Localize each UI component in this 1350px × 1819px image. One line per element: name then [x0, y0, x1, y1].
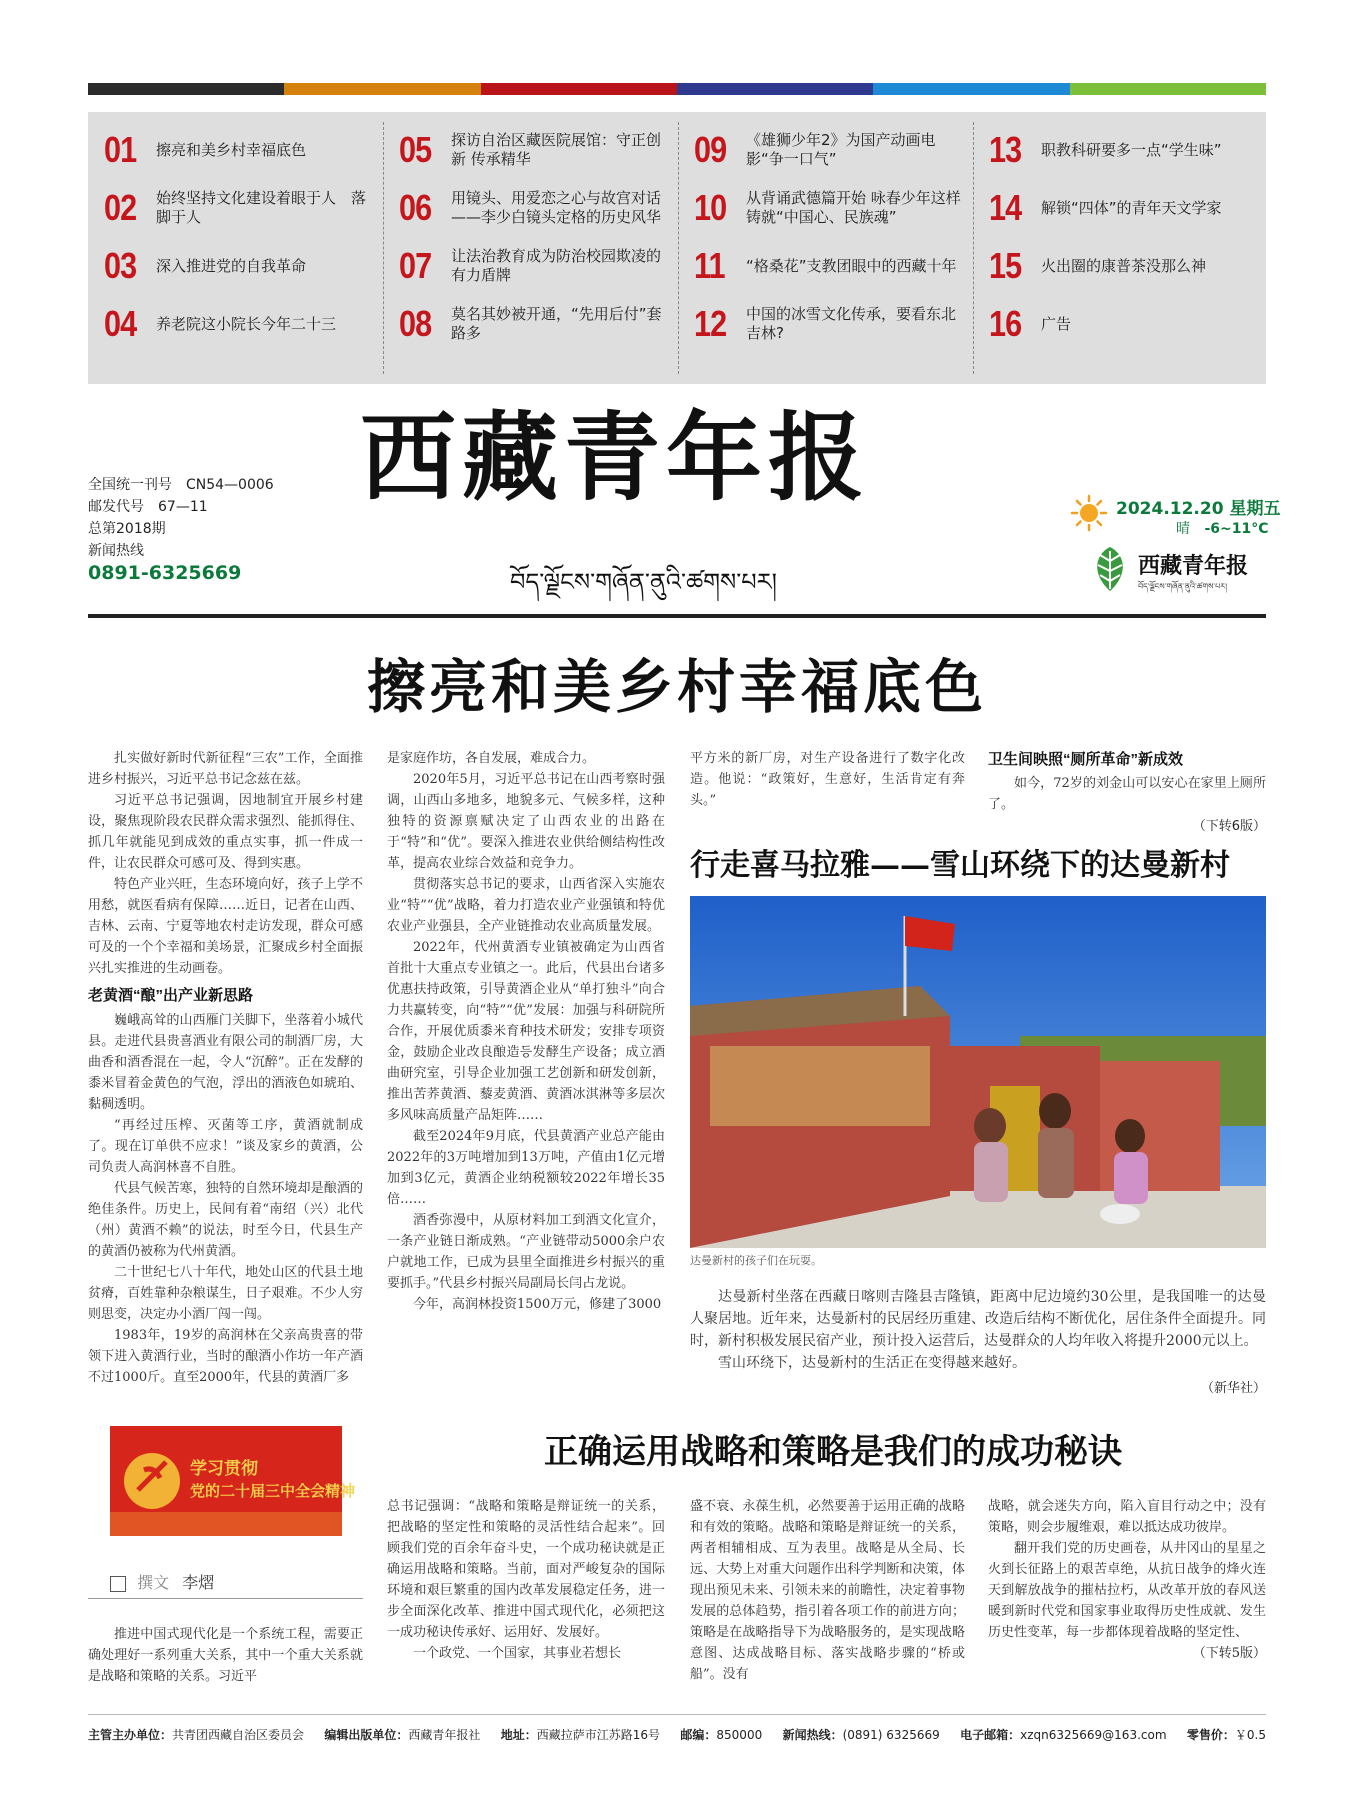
index-title: 深入推进党的自我革命: [156, 256, 307, 275]
strip-seg: [677, 83, 873, 95]
issue-date: 2024.12.20 星期五: [1116, 499, 1281, 519]
index-item-08[interactable]: [399, 298, 669, 350]
lead-headline: 擦亮和美乡村幸福底色: [366, 653, 987, 721]
footer-sponsor: 主管主办单位：共青团西藏自治区委员会: [88, 1728, 305, 1742]
index-item-11[interactable]: [694, 240, 964, 292]
paragraph: 贯彻落实总书记的要求，山西省深入实施农业“特”“优”战略，着力打造农业产业强镇和特优农业产业强县，全产业链推动农业高质量发展。: [387, 877, 665, 934]
index-title: 莫名其妙被开通，“先用后付”套路多: [451, 305, 662, 342]
color-strip: [88, 83, 1266, 95]
index-divider: [383, 122, 384, 374]
footer-publisher: 编辑出版单位：西藏青年报社: [324, 1728, 481, 1742]
paragraph: 盛不衰、永葆生机，必然要善于运用正确的战略和有效的策略。战略和策略是辩证统一的关系，两者相辅相成、互为表里。战略是从全局、长远、大势上对重大问题作出科学判断和决策，体现出预见未来、引领未来的前瞻性，决定着事物发展的总体趋势，指引着各项工作的前进方向；策略是在战略指导下为战略服务的，是实现战略意图、达成战略目标、落实战略步骤的“桥或船”。没有: [690, 1499, 965, 1682]
subheading: 卫生间映照“厕所革命”新成效: [988, 751, 1184, 768]
photo-story-text: [690, 1286, 1266, 1400]
newspaper-title: 西藏青年报: [360, 401, 870, 514]
photo-story-title: 行走喜马拉雅——雪山环绕下的达曼新村: [690, 848, 1230, 883]
index-divider: [973, 122, 974, 374]
issue-number: 总第2018期: [88, 521, 166, 537]
paragraph: 今年，高润林投资1500万元，修建了3000: [413, 1297, 662, 1312]
index-title: 广告: [1041, 314, 1072, 333]
index-title: 火出圈的康普茶没那么神: [1041, 256, 1207, 275]
divider: [88, 1598, 363, 1599]
continued-note: （下转5版）: [1192, 1646, 1266, 1661]
paragraph: 如今，72岁的刘金山可以安心在家里上厕所了。: [988, 776, 1266, 812]
lead-column-1: [88, 748, 363, 1388]
strip-seg: [284, 83, 480, 95]
index-number: 05: [399, 129, 432, 170]
index-number: 01: [104, 129, 137, 170]
footer-address: 地址：西藏拉萨市江苏路16号: [500, 1728, 661, 1742]
logo-subtext: བོད་ལྗོངས་གཞོན་ནུའི་ཚགས་པར།: [1138, 582, 1227, 591]
commentary-column-3: [690, 1496, 965, 1708]
index-number: 12: [694, 303, 727, 344]
commentary-column-2: [387, 1496, 665, 1708]
index-title: 擦亮和美乡村幸福底色: [156, 140, 307, 159]
paragraph: 一个政党、一个国家，其事业若想长: [413, 1646, 622, 1661]
index-item-16[interactable]: [989, 298, 1259, 350]
footer-email[interactable]: 电子邮箱：xzqn6325669@163.com: [960, 1728, 1167, 1742]
index-item-04[interactable]: [104, 298, 374, 350]
hotline-label: 新闻热线: [88, 543, 144, 559]
paragraph: 二十世纪七八十年代，地处山区的代县土地贫瘠，百姓靠种杂粮谋生，日子艰难。不少人穷则思变，决定办小酒厂闯一闯。: [88, 1265, 363, 1322]
index-item-13[interactable]: [989, 124, 1259, 176]
paragraph: 翻开我们党的历史画卷，从井冈山的星星之火到长征路上的艰苦卓绝，从抗日战争的烽火连天到解放战争的摧枯拉朽，从改革开放的春风送暖到新时代党和国家事业取得历史性成就、发生历史性变革，每一步都体现着战略的坚定性、: [988, 1541, 1266, 1640]
index-title: “格桑花”支教团眼中的西藏十年: [746, 256, 957, 275]
index-number: 08: [399, 303, 432, 344]
strip-seg: [88, 83, 284, 95]
strip-seg: [1070, 83, 1266, 95]
index-title: 《雄狮少年2》为国产动画电影“争一口气”: [746, 131, 936, 168]
index-number: 04: [104, 303, 137, 344]
index-number: 02: [104, 187, 137, 228]
pen-icon: [110, 1576, 126, 1592]
paragraph: 总书记强调：“战略和策略是辩证统一的关系，把战略的坚定性和策略的灵活性结合起来”。回顾我们党的百余年奋斗史，一个成功秘诀就是正确运用战略和策略。当前，面对严峻复杂的国际环境和艰巨繁重的国内改革发展稳定任务，进一步全面深化改革、推进中国式现代化，必须把这一成功秘诀传承好、运用好、发展好。: [387, 1499, 665, 1640]
index-title: 职教科研要多一点“学生味”: [1041, 140, 1222, 159]
paragraph: 代县气候苦寒，独特的自然环境却是酿酒的绝佳条件。历史上，民间有着“南绍（兴）北代（州）黄酒不赖”的说法，时至今日，代县生产的黄酒仍被称为代州黄酒。: [88, 1181, 363, 1259]
index-number: 14: [989, 187, 1022, 228]
index-item-09[interactable]: [694, 124, 964, 176]
paragraph: 平方米的新厂房，对生产设备进行了数字化改造。他说：“政策好，生意好，生活肯定有奔头。”: [690, 751, 965, 808]
paragraph: 达曼新村坐落在西藏日喀则吉隆县吉隆镇，距离中尼边境约30公里，是我国唯一的达曼人聚居地。近年来，达曼新村的民居经历重建、改造后结构不断优化，居住条件全面提升。同时，新村积极发展民宿产业，预计投入运营后，达曼群众的人均年收入将提升2000元以上。: [690, 1289, 1266, 1349]
index-item-01[interactable]: [104, 124, 374, 176]
study-banner: [110, 1426, 356, 1536]
paragraph: 截至2024年9月底，代县黄酒产业总产能由2022年的3万吨增加到13万吨，产值由1亿元增加到3亿元，黄酒企业纳税额较2022年增长35倍……: [387, 1129, 665, 1207]
photo-children-playing: [690, 896, 1266, 1248]
author-name: 李熠: [182, 1573, 215, 1592]
lead-column-3: [690, 748, 965, 814]
index-title: 解锁“四体”的青年天文学家: [1041, 198, 1222, 217]
commentary-column-4: [988, 1496, 1266, 1708]
continued-note: （下转6版）: [1192, 819, 1266, 834]
paragraph: 扎实做好新时代新征程“三农”工作，全面推进乡村振兴，习近平总书记念兹在兹。: [88, 751, 363, 787]
index-item-15[interactable]: [989, 240, 1259, 292]
photo-credit: （新华社）: [1200, 1381, 1266, 1396]
index-item-05[interactable]: [399, 124, 669, 176]
paragraph: 酒香弥漫中，从原材料加工到酒文化宣介，一条产业链日渐成熟。“产业链带动5000余户农户就地工作，已成为县里全面推进乡村振兴的重要抓手。”代县乡村振兴局副局长闫占龙说。: [387, 1213, 665, 1291]
paragraph: 巍峨高耸的山西雁门关脚下，坐落着小城代县。走进代县贵喜酒业有限公司的制酒厂房，大曲香和酒香混在一起，令人“沉醉”。正在发酵的黍米冒着金黄色的气泡，浮出的酒液色如琥珀、黏稠透明。: [88, 1013, 363, 1112]
footer-phone: 新闻热线：(0891) 6325669: [782, 1728, 940, 1742]
index-number: 15: [989, 245, 1022, 286]
sun-icon: [1070, 494, 1108, 532]
strip-seg: [481, 83, 677, 95]
index-number: 03: [104, 245, 137, 286]
index-item-12[interactable]: [694, 298, 964, 350]
paragraph: 1983年，19岁的高润林在父亲高贵喜的带领下进入黄酒行业，当时的酿酒小作坊一年产酒不过1000斤。直至2000年，代县的黄酒厂多: [88, 1328, 363, 1385]
photo-caption: 达曼新村的孩子们在玩耍。: [690, 1254, 822, 1267]
index-number: 16: [989, 303, 1022, 344]
footer-rule: [88, 1714, 1266, 1715]
paragraph: 特色产业兴旺，生态环境向好，孩子上学不用愁，就医看病有保障……近日，记者在山西、吉林、云南、宁夏等地农村走访发现，群众可感可及的一个个幸福和美场景，汇聚成乡村全面振兴扎实推进的生动画卷。: [88, 877, 363, 976]
index-number: 11: [694, 245, 725, 286]
index-item-14[interactable]: [989, 182, 1259, 234]
footer-price: 零售价：￥0.5: [1186, 1728, 1266, 1742]
weather: [1176, 518, 1269, 538]
paragraph: 是家庭作坊，各自发展，难成合力。: [387, 751, 596, 766]
index-item-06[interactable]: [399, 182, 669, 234]
paragraph: 2022年，代州黄酒专业镇被确定为山西省首批十大重点专业镇之一。此后，代县出台诸多优惠扶持政策，引导黄酒企业从“单打独斗”向合力共赢转变，向“特”“优”发展：加强与科研院所合作，开展优质黍米育种技术研发；安排专项资金，鼓励企业改良酿造등发酵生产设备；成立酒曲研究室，引导企业加强工艺创新和研发创新，推出苦荞黄酒、藜麦黄酒、黄酒冰淇淋等多层次多风味高质量产品矩阵……: [387, 940, 665, 1123]
hotline-number: 0891-6325669: [88, 562, 242, 584]
banner-line1: 学习贯彻: [190, 1459, 258, 1479]
masthead-meta: [88, 474, 274, 584]
index-item-02[interactable]: [104, 182, 374, 234]
index-number: 10: [694, 187, 727, 228]
footer: [88, 1726, 1266, 1743]
logo-text: 西藏青年报: [1138, 553, 1249, 579]
index-title: 始终坚持文化建设着眼于人 落脚于人: [156, 189, 367, 226]
newspaper-logo: [1088, 545, 1268, 595]
paragraph: 2020年5月，习近平总书记在山西考察时强调，山西山多地多，地貌多元、气候多样，这种独特的资源禀赋决定了山西农业的出路在于“特”和“优”。要深入推进农业供给侧结构性改革，提高农业综合效益和竞争力。: [387, 772, 665, 871]
paragraph: “再经过压榨、灭菌等工序，黄酒就制成了。现在订单供不应求！”谈及家乡的黄酒，公司负责人高润林喜不自胜。: [88, 1118, 363, 1175]
issn: 全国统一刊号 CN54—0006: [88, 477, 274, 493]
index-item-10[interactable]: [694, 182, 964, 234]
index-divider: [678, 122, 679, 374]
index-item-03[interactable]: [104, 240, 374, 292]
paragraph: 习近平总书记强调，因地制宜开展乡村建设，聚焦现阶段农民群众需求强烈、能抓得住、抓几年就能见到成效的重点实事，抓一件成一件，让农民群众可感可及、得到实惠。: [88, 793, 363, 871]
masthead-rule: [88, 614, 1266, 618]
weather-condition: 晴: [1176, 521, 1190, 537]
index-title: 养老院这小院长今年二十三: [156, 314, 337, 333]
footer-zip: 邮编：850000: [680, 1728, 763, 1742]
commentary-headline: 正确运用战略和策略是我们的成功秘诀: [544, 1432, 1122, 1472]
leaf-icon: [1088, 545, 1132, 593]
index-title: 探访自治区藏医院展馆：守正创新 传承精华: [451, 131, 662, 168]
postal-code: 邮发代号 67—11: [88, 499, 208, 515]
weather-temp: -6~11°C: [1204, 521, 1269, 537]
index-item-07[interactable]: [399, 240, 669, 292]
index-title: 中国的冰雪文化传承，要看东北吉林?: [746, 305, 957, 342]
paragraph: 战略，就会迷失方向，陷入盲目行动之中；没有策略，则会步履维艰，难以抵达成功彼岸。: [988, 1499, 1266, 1535]
lead-column-2: [387, 748, 665, 1388]
strip-seg: [873, 83, 1069, 95]
tibetan-title: བོད་ལྗོངས་གཞོན་ནུའི་ཚགས་པར།: [510, 568, 777, 596]
byline: [110, 1570, 214, 1593]
index-title: 用镜头、用爱恋之心与故宫对话——李少白镜头定格的历史风华: [451, 189, 662, 226]
subheading: 老黄酒“酿”出产业新思路: [88, 987, 254, 1004]
paragraph: 雪山环绕下，达曼新村的生活正在变得越来越好。: [718, 1355, 1026, 1371]
index-title: 从背诵武德篇开始 咏春少年这样铸就“中国心、民族魂”: [746, 189, 961, 226]
banner-line2: 党的二十届三中全会精神: [190, 1482, 356, 1500]
index-number: 09: [694, 129, 727, 170]
lead-column-4: [988, 748, 1266, 834]
paragraph: 推进中国式现代化是一个系统工程，需要正确处理好一系列重大关系，其中一个重大关系就是战略和策略的关系。习近平: [88, 1627, 363, 1684]
index-number: 06: [399, 187, 432, 228]
index-number: 13: [989, 129, 1022, 170]
index-title: 让法治教育成为防治校园欺凌的有力盾牌: [451, 247, 662, 284]
byline-label: 撰文: [137, 1573, 170, 1592]
index-number: 07: [399, 245, 432, 286]
commentary-column-1: [88, 1624, 363, 1708]
page-index: [88, 112, 1266, 384]
